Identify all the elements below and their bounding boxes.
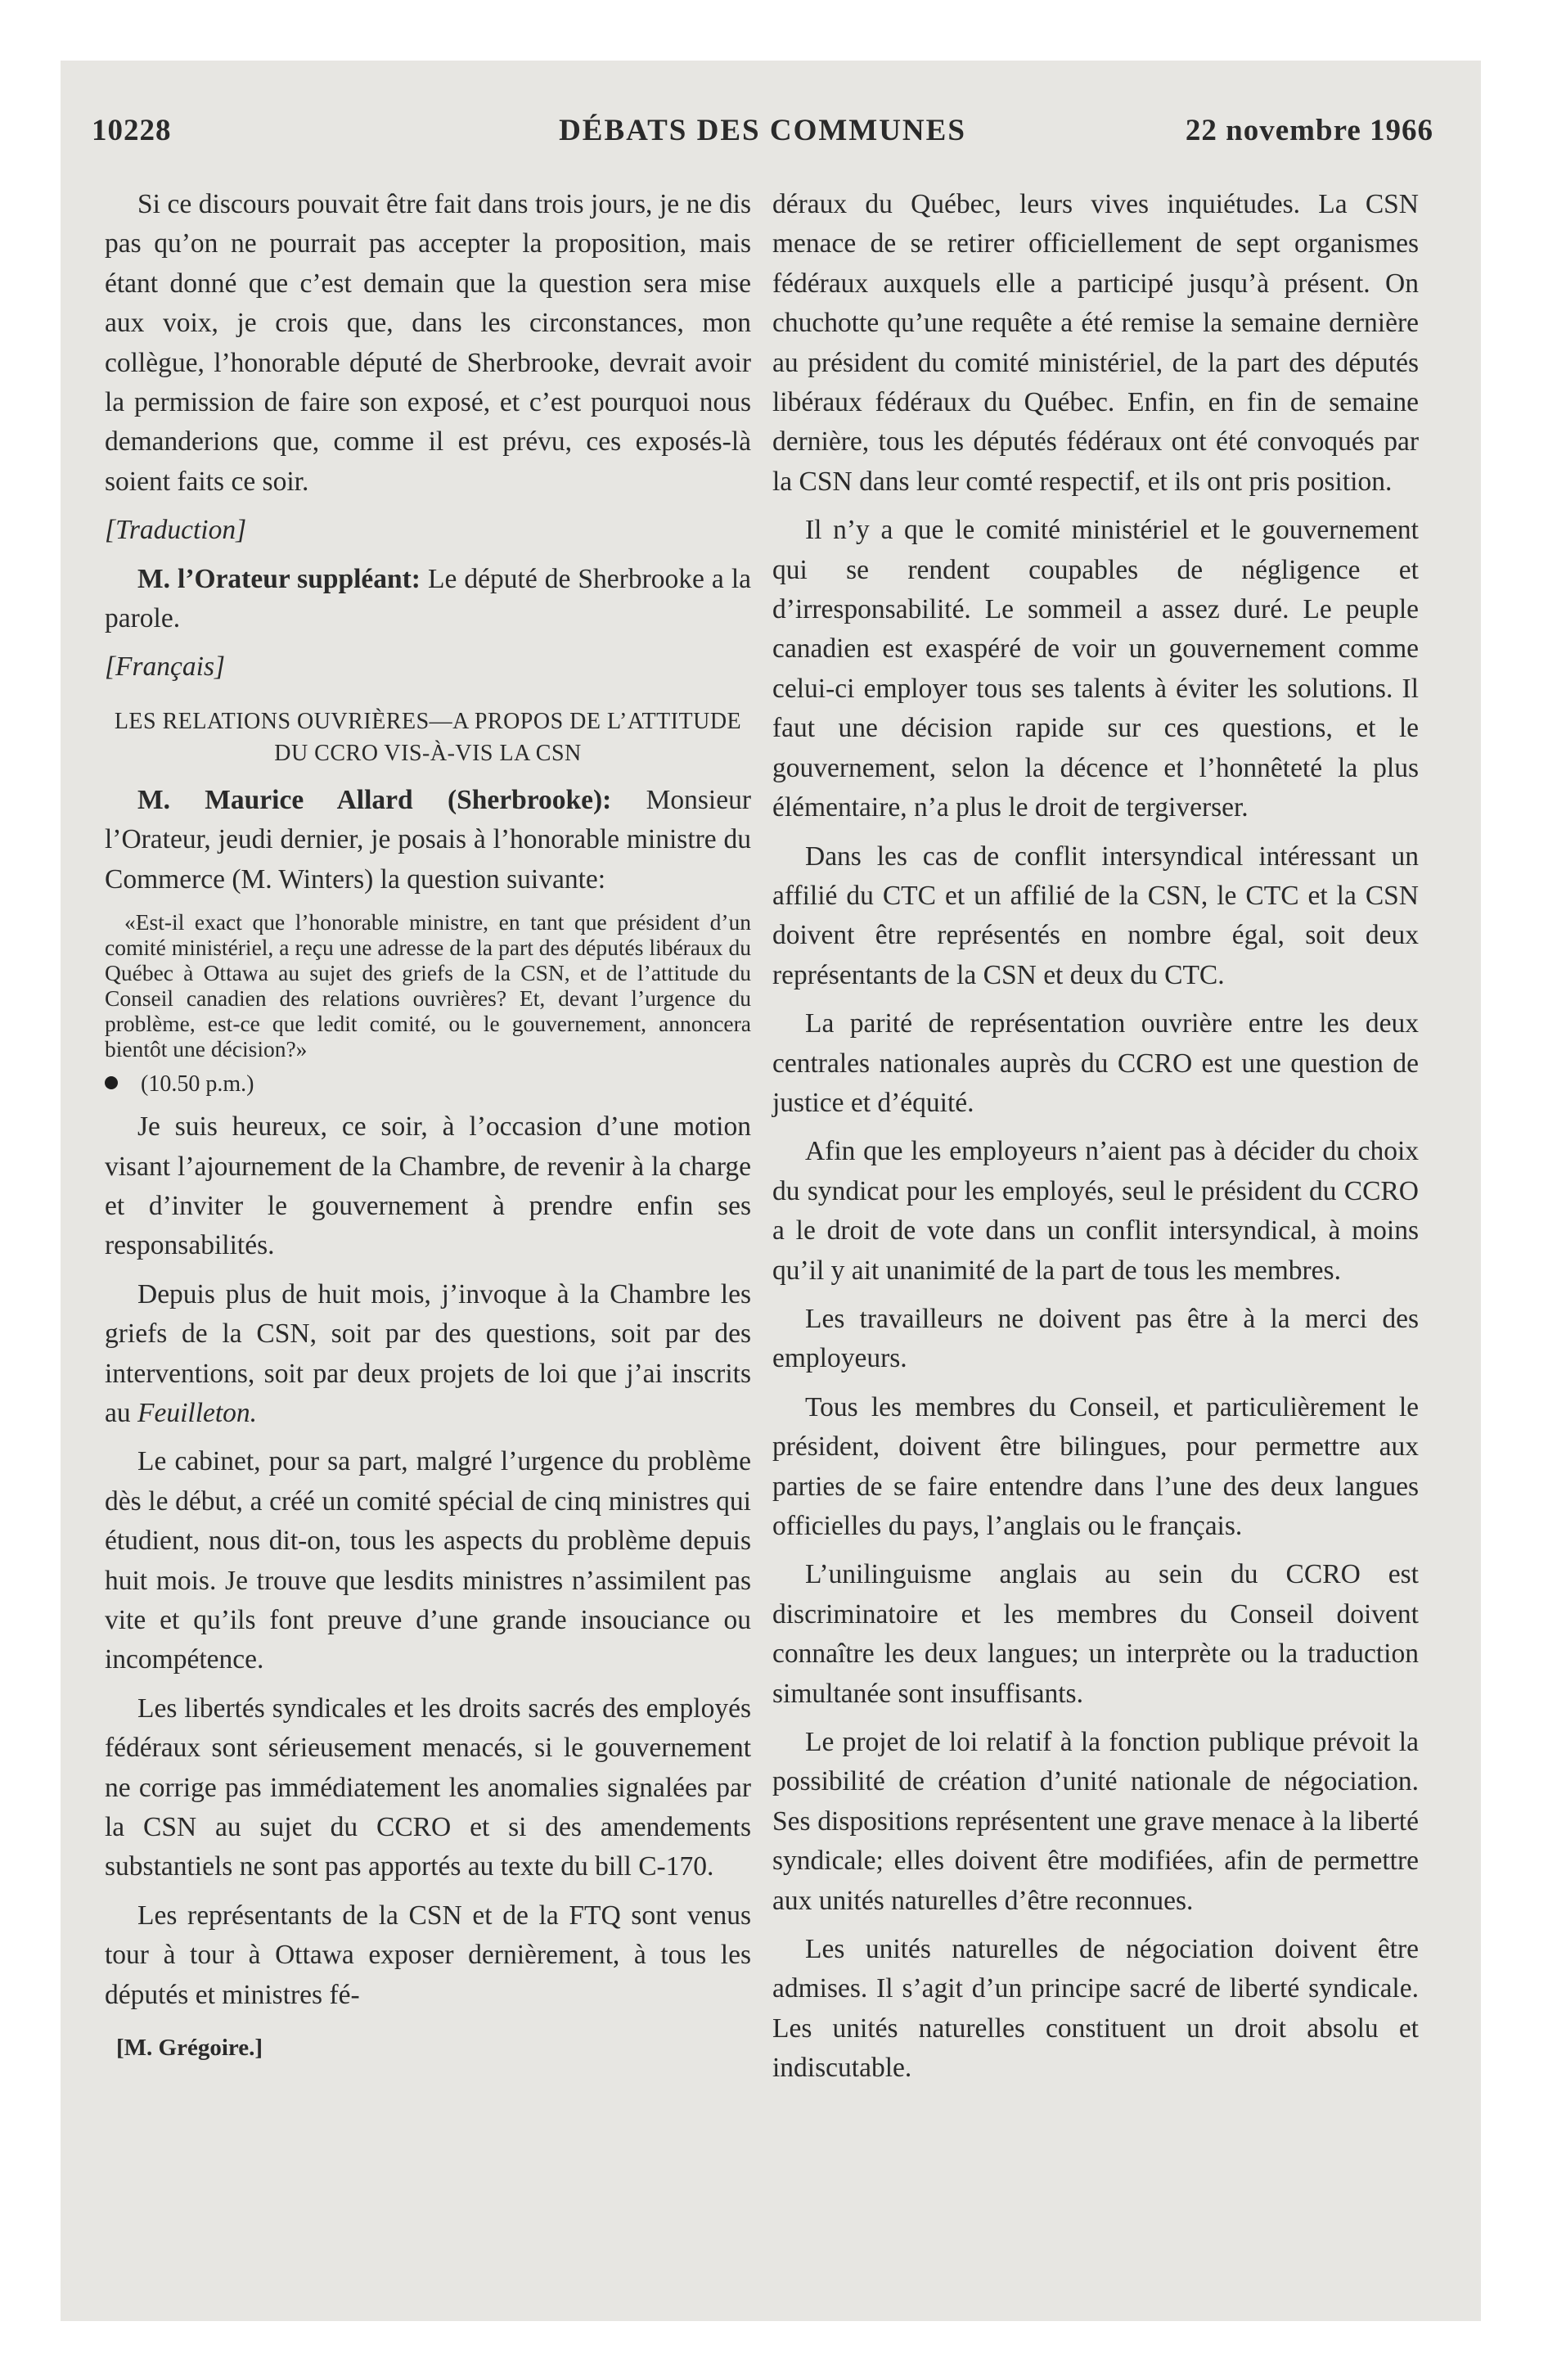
- speaker-paragraph: [105, 560, 751, 639]
- paragraph: La parité de représentation ouvrière entre les deux centrales nationales auprès du CCRO est une question de justice et d’équité.: [772, 1008, 1419, 1118]
- paragraph: Il n’y a que le comité ministériel et le gouvernement qui se rendent coupables de négligence et d’irresponsabilité. Le sommeil a assez duré. Le peuple canadien est exaspéré de voir un gouvernement comme celui-ci employer tous ses talents à éviter les solutions. Il faut une décision rapide sur ces questions, et le gouvernement, selon la décence et l’honnêteté la plus élémentaire, n’a plus le droit de tergiverser.: [772, 515, 1419, 823]
- page-number: 10228: [92, 114, 172, 147]
- francais-marker: [Français]: [105, 651, 226, 683]
- paragraph: Les libertés syndicales et les droits sacrés des employés fédéraux sont sérieusement menacés, si le gouvernement ne corrige pas immédiatement les anomalies signalées par la CSN au sujet du CCRO et si des amendements substantiels ne sont pas apportés au texte du bill C-170.: [105, 1693, 751, 1882]
- page-date: 22 novembre 1966: [1185, 114, 1433, 147]
- paragraph: Tous les membres du Conseil, et particulièrement le président, doivent être bilingues, pour permettre aux parties de se faire entendre dans l’une des deux langues officielles du pays, l’anglais ou le français.: [772, 1391, 1419, 1541]
- speaker-paragraph: [105, 781, 751, 899]
- left-column: [105, 185, 751, 2064]
- bullet-icon: [105, 1076, 118, 1089]
- paragraph: Les unités naturelles de négociation doivent être admises. Il s’agit d’un principe sacré de liberté syndicale. Les unités naturelles constituent un droit absolu et indiscutable.: [772, 1934, 1419, 2084]
- right-column: [772, 185, 1419, 2089]
- paragraph: Le cabinet, pour sa part, malgré l’urgence du problème dès le début, a créé un comité spécial de cinq ministres qui étudient, nous dit-on, tous les aspects du problème depuis huit mois. Je trouve que lesdits ministres n’assimilent pas vite et qu’ils font preuve d’une grande insouciance ou incompétence.: [105, 1446, 751, 1675]
- speaker-name: M. Maurice Allard (Sherbrooke):: [137, 784, 612, 815]
- speaker-text: Monsieur l’Orateur, jeudi dernier, je posais à l’honorable ministre du Commerce (M. Winters) la question suivante:: [105, 784, 751, 895]
- paragraph: Afin que les employeurs n’aient pas à décider du choix du syndicat pour les employés, seul le président du CCRO a le droit de vote dans un conflit intersyndical, à moins qu’il y ait unanimité de la part de tous les membres.: [772, 1136, 1419, 1286]
- publication-title: DÉBATS DES COMMUNES: [559, 114, 966, 147]
- paragraph-italic: Feuilleton.: [137, 1397, 258, 1428]
- section-heading: LES RELATIONS OUVRIÈRES—A PROPOS DE L’ATTITUDE DU CCRO VIS-À-VIS LA CSN: [114, 708, 742, 766]
- paragraph-text: Depuis plus de huit mois, j’invoque à la Chambre les griefs de la CSN, soit par des questions, soit par des interventions, soit par deux projets de loi que j’ai inscrits au: [105, 1278, 751, 1428]
- paragraph: [105, 1275, 751, 1434]
- block-quote: «Est-il exact que l’honorable ministre, en tant que président d’un comité ministériel, a reçu une adresse de la part des députés libéraux du Québec à Ottawa au sujet des griefs de la CSN, et de l’attitude du Conseil canadien des relations ouvrières? Et, devant l’urgence du problème, est-ce que ledit comité, ou le gouvernement, annoncera bientôt une décision?»: [105, 909, 751, 1062]
- time-stamp-text: (10.50 p.m.): [141, 1071, 254, 1098]
- translation-marker: [Traduction]: [105, 515, 247, 546]
- paragraph: Dans les cas de conflit intersyndical intéressant un affilié du CTC et un affilié de la CSN, le CTC et la CSN doivent être représentés en nombre égal, soit deux représentants de la CSN et deux du CTC.: [772, 841, 1419, 990]
- time-stamp: [105, 1068, 751, 1101]
- paragraph: Le projet de loi relatif à la fonction publique prévoit la possibilité de création d’unité nationale de négociation. Ses dispositions représentent une grave menace à la liberté syndicale; elles doivent être modifiées, afin de permettre aux unités naturelles d’être reconnues.: [772, 1727, 1419, 1916]
- speaker-name: M. l’Orateur suppléant:: [137, 563, 421, 594]
- paragraph: Si ce discours pouvait être fait dans trois jours, je ne dis pas qu’on ne pourrait pas accepter la proposition, mais étant donné que c’est demain que la question sera mise aux voix, je crois que, dans les circonstances, mon collègue, l’honorable député de Sherbrooke, devrait avoir la permission de faire son exposé, et c’est pourquoi nous demanderions que, comme il est prévu, ces exposés-là soient faits ce soir.: [105, 189, 751, 497]
- paragraph: L’unilinguisme anglais au sein du CCRO est discriminatoire et les membres du Conseil doivent connaître les deux langues; un interprète ou la traduction simultanée sont insuffisants.: [772, 1559, 1419, 1709]
- footer-author: [M. Grégoire.]: [116, 2035, 263, 2062]
- paragraph: Les travailleurs ne doivent pas être à la merci des employeurs.: [772, 1303, 1419, 1374]
- paragraph: déraux du Québec, leurs vives inquiétudes. La CSN menace de se retirer officiellement de sept organismes fédéraux auxquels elle a participé jusqu’à présent. On chuchotte qu’une requête a été remise la semaine dernière au président du comité ministériel, de la part des députés libéraux fédéraux du Québec. Enfin, en fin de semaine dernière, tous les députés fédéraux ont été convoqués par la CSN dans leur comté respectif, et ils ont pris position.: [772, 189, 1419, 497]
- speaker-text: Le député de Sherbrooke a la parole.: [105, 563, 751, 634]
- page-header: [92, 113, 1433, 162]
- paragraph: Je suis heureux, ce soir, à l’occasion d’une motion visant l’ajournement de la Chambre, de revenir à la charge et d’inviter le gouvernement à prendre enfin ses responsabilités.: [105, 1111, 751, 1261]
- paragraph: Les représentants de la CSN et de la FTQ sont venus tour à tour à Ottawa exposer dernièrement, à tous les députés et ministres fé-: [105, 1900, 751, 2010]
